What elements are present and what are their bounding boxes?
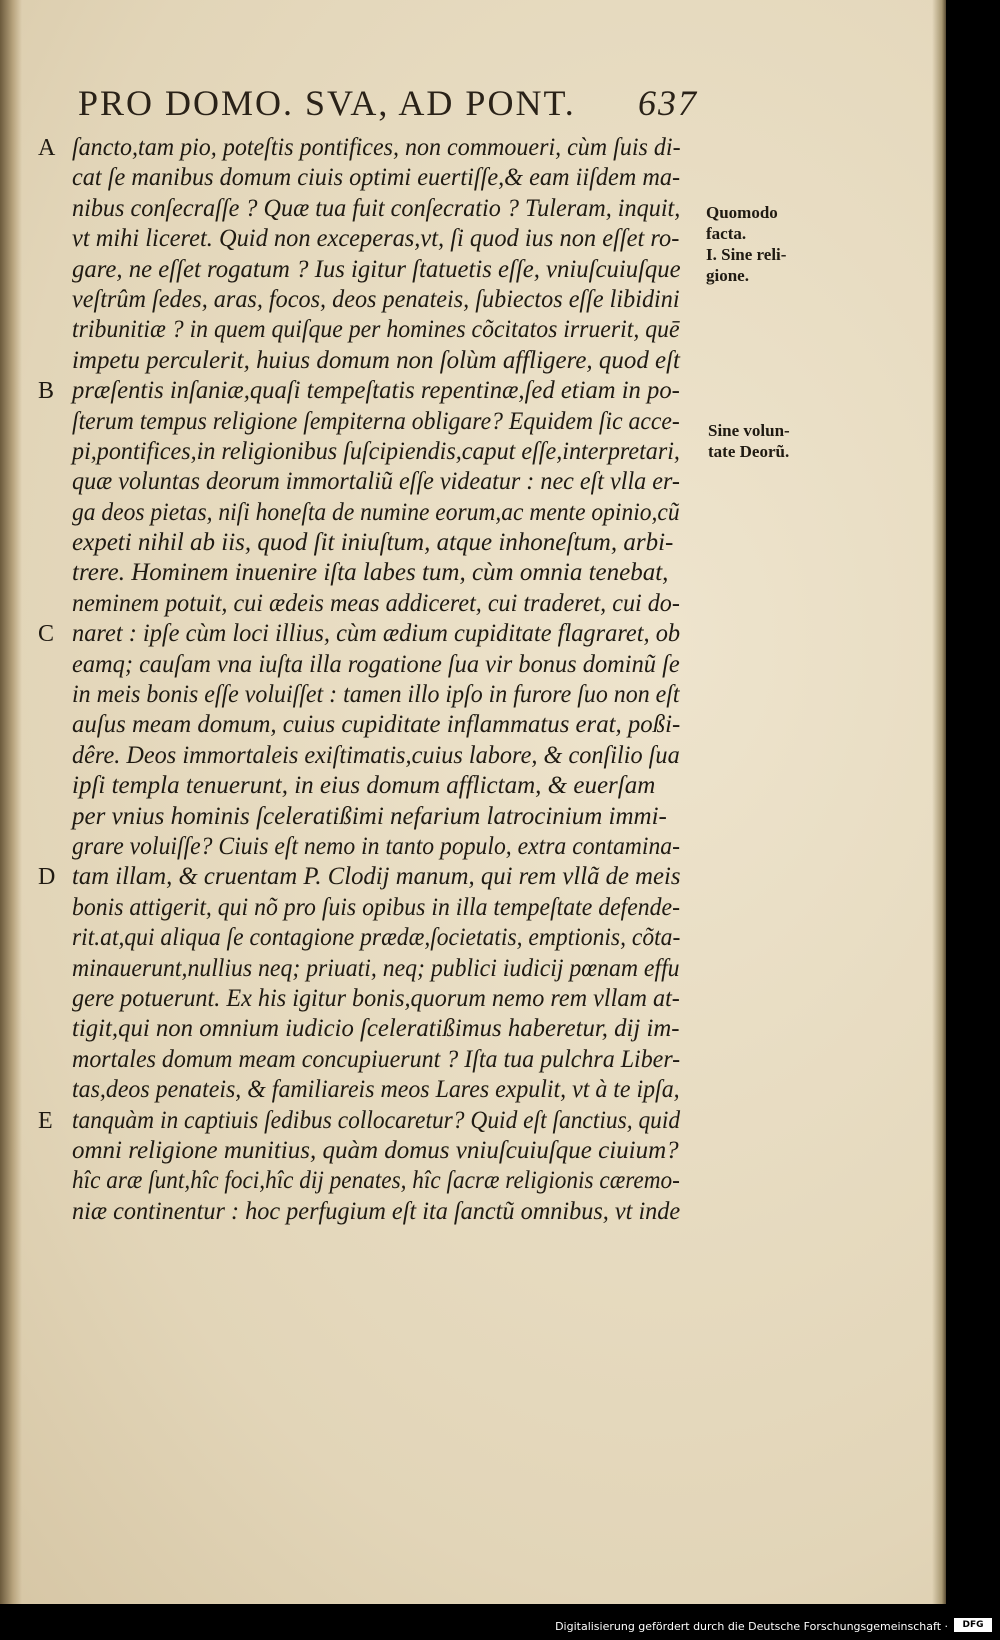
text-line (72, 163, 722, 193)
section-marker: E (38, 1107, 53, 1134)
text-line (72, 1014, 722, 1044)
text-line (72, 680, 722, 710)
line-text: expeti nihil ab iis, quod ſit iniuſtum, atque inhoneſtum, arbi- (72, 529, 674, 557)
text-line (72, 1045, 722, 1075)
marginal-note-line: Sine volun- (708, 421, 790, 440)
text-line (72, 893, 722, 923)
line-text: tam illam, & cruentam P. Clodij manum, qui rem vllã de meis (72, 863, 681, 891)
section-marker: C (38, 621, 55, 648)
line-text: præſentis inſaniæ,quaſi tempeſtatis repentinæ,ſed etiam in po- (72, 377, 680, 405)
text-line (72, 255, 722, 285)
line-text: tigit,qui non omnium iudicio ſceleratißimus haberetur, dij im- (72, 1015, 680, 1043)
line-text: trere. Hominem inuenire iſta labes tum, cùm omnia tenebat, (72, 559, 669, 587)
dfg-logo: DFG (954, 1618, 992, 1632)
text-line (72, 984, 722, 1014)
running-title: PRO DOMO. SVA, AD PONT. (78, 83, 576, 123)
text-line (72, 498, 722, 528)
digitization-footer (0, 1608, 1000, 1640)
text-line (72, 315, 722, 345)
line-text: omni religione munitius, quàm domus vniuſcuiuſque ciuium? (72, 1136, 679, 1164)
line-text: gere potuerunt. Ex his igitur bonis,quorum nemo rem vllam at- (72, 984, 680, 1012)
line-text: eamq; cauſam vna iuſta illa rogatione ſua vir bonus dominũ ſe (72, 650, 680, 678)
text-line (72, 923, 722, 953)
text-line (38, 376, 722, 406)
funding-credit: Digitalisierung gefördert durch die Deutsche Forschungsgemeinschaft · (555, 1620, 948, 1633)
line-text: neminem potuit, cui ædeis meas addiceret, cui traderet, cui do- (72, 589, 680, 617)
line-text: gare, ne eſſet rogatum ? Ius igitur ſtatuetis eſſe, vniuſcuiuſque (72, 255, 681, 283)
line-text: dêre. Deos immortaleis exiſtimatis,cuius labore, & conſilio ſua (72, 741, 680, 769)
line-text: quæ voluntas deorum immortaliũ eſſe videatur : nec eſt vlla er- (72, 468, 680, 496)
marginal-note-line: gione. (706, 266, 749, 285)
line-text: ga deos pietas, niſi honeſta de numine eorum,ac mente opinio,cũ (72, 498, 680, 526)
book-spine-shadow (0, 0, 22, 1604)
text-line (72, 1075, 722, 1105)
text-line (72, 467, 722, 497)
text-line (72, 1197, 722, 1227)
line-text: tribunitiæ ? in quem quiſque per homines cõcitatos irruerit, quē (72, 316, 680, 344)
text-line (72, 710, 722, 740)
line-text: minauerunt,nullius neq; priuati, neq; publici iudicij pœnam effu (72, 954, 680, 982)
text-line (72, 832, 722, 862)
line-text: pi,pontifices,in religionibus ſuſcipiendis,caput eſſe,interpretari, (72, 437, 680, 465)
text-line (38, 1106, 722, 1136)
marginal-note-line: Quomodo (706, 203, 778, 222)
text-line (72, 437, 722, 467)
line-text: veſtrûm ſedes, aras, focos, deos penateis, ſubiectos eſſe libidini (72, 285, 680, 313)
text-line (72, 802, 722, 832)
line-text: auſus meam domum, cuius cupiditate inflammatus erat, poßi- (72, 711, 681, 739)
text-line (72, 346, 722, 376)
line-text: nibus conſecraſſe ? Quæ tua fuit conſecratio ? Tuleram, inquit, (72, 194, 681, 222)
text-line (72, 194, 722, 224)
section-marker: B (38, 378, 55, 405)
line-text: niæ continentur : hoc perfugium eſt ita ſanctũ omnibus, vt inde (72, 1197, 681, 1225)
line-text: mortales domum meam concupiuerunt ? Iſta tua pulchra Liber- (72, 1045, 681, 1073)
section-marker: D (38, 864, 56, 891)
line-text: vt mihi liceret. Quid non exceperas,vt, ſi quod ius non eſſet ro- (72, 225, 680, 253)
line-text: impetu perculerit, huius domum non ſolùm affligere, quod eſt (72, 346, 680, 374)
line-text: ipſi templa tenuerunt, in eius domum afflictam, & euerſam (72, 772, 656, 800)
line-text: rit.at,qui aliqua ſe contagione prædæ,ſocietatis, emptionis, cõta- (72, 924, 681, 952)
page-number: 637 (638, 83, 698, 123)
text-line (72, 528, 722, 558)
text-line (38, 619, 722, 649)
section-marker: A (38, 135, 56, 161)
text-line (72, 771, 722, 801)
line-text: hîc aræ ſunt,hîc foci,hîc dij penates, hîc ſacræ religionis cæremo- (72, 1167, 680, 1195)
text-line (72, 224, 722, 254)
text-line (72, 285, 722, 315)
text-line (72, 558, 722, 588)
main-text-block (38, 133, 722, 1227)
text-line (38, 862, 722, 892)
text-line (72, 1166, 722, 1196)
marginal-note-2 (708, 420, 790, 462)
text-line (72, 407, 722, 437)
line-text: ſancto,tam pio, poteſtis pontifices, non commoueri, cùm ſuis di- (72, 134, 681, 161)
marginal-note-line: facta. (706, 224, 747, 243)
line-text: ſterum tempus religione ſempiterna obligare? Equidem ſic acce- (72, 407, 680, 435)
line-text: in meis bonis eſſe voluiſſet : tamen illo ipſo in furore ſuo non eſt (72, 681, 680, 709)
line-text: naret : ipſe cùm loci illius, cùm ædium cupiditate flagraret, ob (72, 620, 681, 648)
text-line (72, 954, 722, 984)
line-text: grare voluiſſe? Ciuis eſt nemo in tanto populo, extra contamina- (72, 832, 681, 860)
page-edge-shadow (932, 0, 946, 1604)
running-header (78, 82, 698, 128)
text-line (72, 589, 722, 619)
text-line (72, 650, 722, 680)
line-text: per vnius hominis ſceleratißimi nefarium latrocinium immi- (72, 802, 667, 830)
marginal-note-line: tate Deorũ. (708, 442, 790, 461)
text-line (72, 1136, 722, 1166)
text-line (72, 741, 722, 771)
line-text: tas,deos penateis, & familiareis meos Lares expulit, vt à te ipſa, (72, 1076, 680, 1104)
marginal-note-1 (706, 202, 786, 286)
line-text: tanquàm in captiuis ſedibus collocaretur? Quid eſt ſanctius, quid (72, 1106, 681, 1134)
line-text: cat ſe manibus domum ciuis optimi euertiſſe,& eam iiſdem ma- (72, 164, 681, 192)
text-line (38, 133, 722, 163)
line-text: bonis attigerit, qui nõ pro ſuis opibus in illa tempeſtate defende- (72, 893, 680, 921)
marginal-note-line: I. Sine reli- (706, 245, 787, 264)
